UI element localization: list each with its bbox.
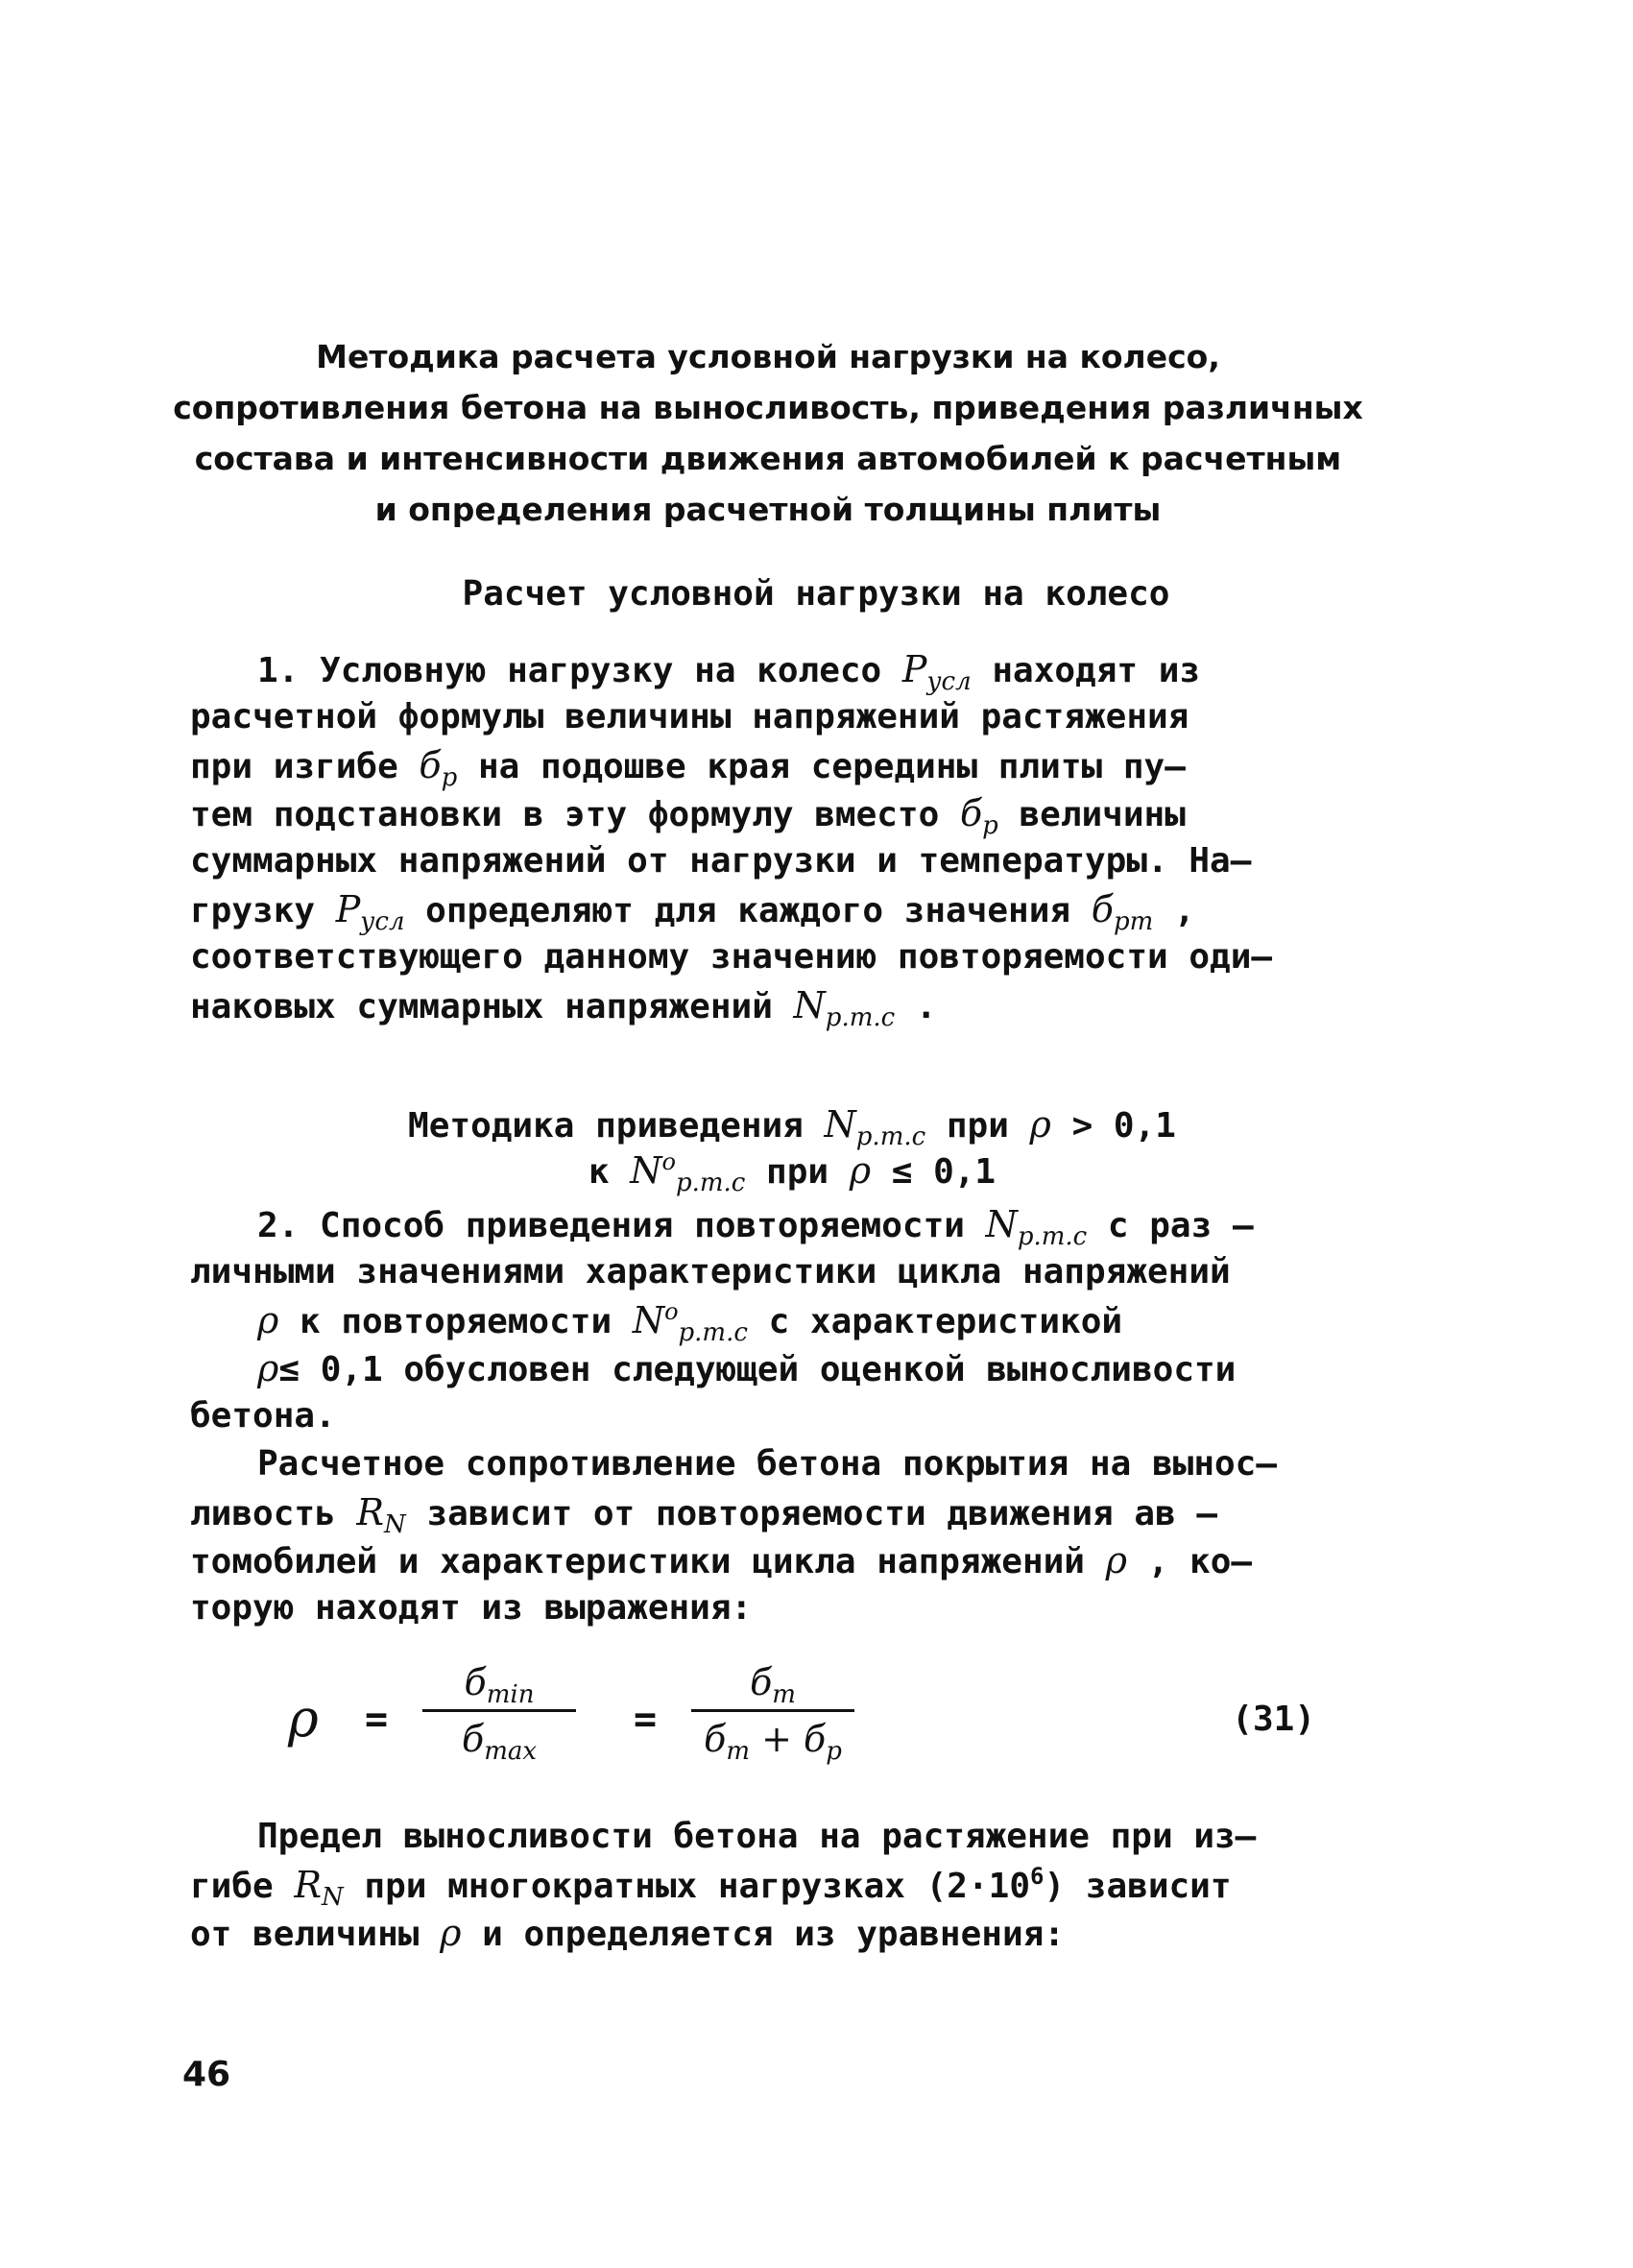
fraction-1: $б_{min}$ $б_{max}$ [422, 1661, 576, 1760]
text-line: 2. Способ приведения повторяемости $N_{р.т.с}$ с раз – [257, 1203, 1254, 1251]
heading-line: сопротивления бетона на выносливость, приведения различных [173, 389, 1363, 426]
text-line: суммарных напряжений от нагрузки и температуры. На– [190, 841, 1252, 881]
text-line: тем подстановки в эту формулу вместо $б_р$ величины [190, 792, 1186, 840]
fraction-bar [422, 1709, 576, 1712]
text-line: расчетной формулы величины напряжений растяжения [190, 697, 1189, 736]
method-heading [192, 1102, 1392, 1197]
text-line: грузку $P_{усл}$ определяют для каждого значения $б_{рт}$ , [190, 888, 1195, 936]
text-line: наковых суммарных напряжений $N_{р.т.с}$ . [190, 984, 937, 1032]
text-line: Методика приведения $N_{р.т.с}$ при ρ > 0,1 [408, 1103, 1176, 1151]
fraction-2: $б_т$ $б_т + б_р$ [691, 1661, 854, 1760]
fraction-bar [691, 1709, 854, 1712]
text-line: 1. Условную нагрузку на колесо $P_{усл}$ находят из [257, 648, 1201, 696]
equals-sign: = [634, 1698, 658, 1742]
heading-line: Методика расчета условной нагрузки на колесо, [316, 338, 1220, 375]
equation-number: (31) [1232, 1700, 1315, 1739]
heading-line: состава и интенсивности движения автомобилей к расчетным [194, 440, 1342, 477]
text-line: соответствующего данному значению повторяемости оди– [190, 937, 1273, 977]
paragraph-2 [190, 1200, 1438, 1440]
text-line: томобилей и характеристики цикла напряжений ρ , ко– [190, 1539, 1253, 1581]
text-line: ливость $R_N$ зависит от повторяемости движения ав – [190, 1491, 1218, 1539]
text-line: Предел выносливости бетона на растяжение при из– [257, 1817, 1257, 1856]
text-line: гибе $R_N$ при многократных нагрузках $(2\cdot 10^6)$ зависит [190, 1863, 1232, 1912]
paragraph-3 [190, 1440, 1438, 1632]
text-line: личными значениями характеристики цикла напряжений [190, 1252, 1231, 1291]
paragraph-4 [190, 1813, 1438, 1957]
text-line: ρ≤ 0,1 обусловен следующей оценкой выносливости [257, 1347, 1237, 1389]
paragraph-1 [190, 645, 1438, 1032]
section-heading [144, 331, 1392, 535]
text-line: к $N^о_{р.т.с}$ при ρ ≤ 0,1 [588, 1148, 997, 1197]
equals-sign: = [365, 1698, 389, 1742]
subsection-title: Расчет условной нагрузки на колесо [462, 574, 1170, 614]
rho-symbol: ρ [288, 1688, 319, 1749]
text-line: при изгибе $б_р$ на подошве края середины плиты пу– [190, 744, 1186, 792]
text-line: торую находят из выражения: [190, 1588, 753, 1628]
formula-31 [269, 1661, 1373, 1786]
page-number: 46 [182, 2055, 231, 2094]
text-line: от величины ρ и определяется из уравнения: [190, 1912, 1065, 1954]
text-line: ρ к повторяемости $N^о_{р.т.с}$ с характеристикой [257, 1298, 1123, 1347]
text-line: бетона. [190, 1396, 336, 1436]
heading-line: и определения расчетной толщины плиты [374, 491, 1162, 528]
text-line: Расчетное сопротивление бетона покрытия на вынос– [257, 1444, 1278, 1484]
